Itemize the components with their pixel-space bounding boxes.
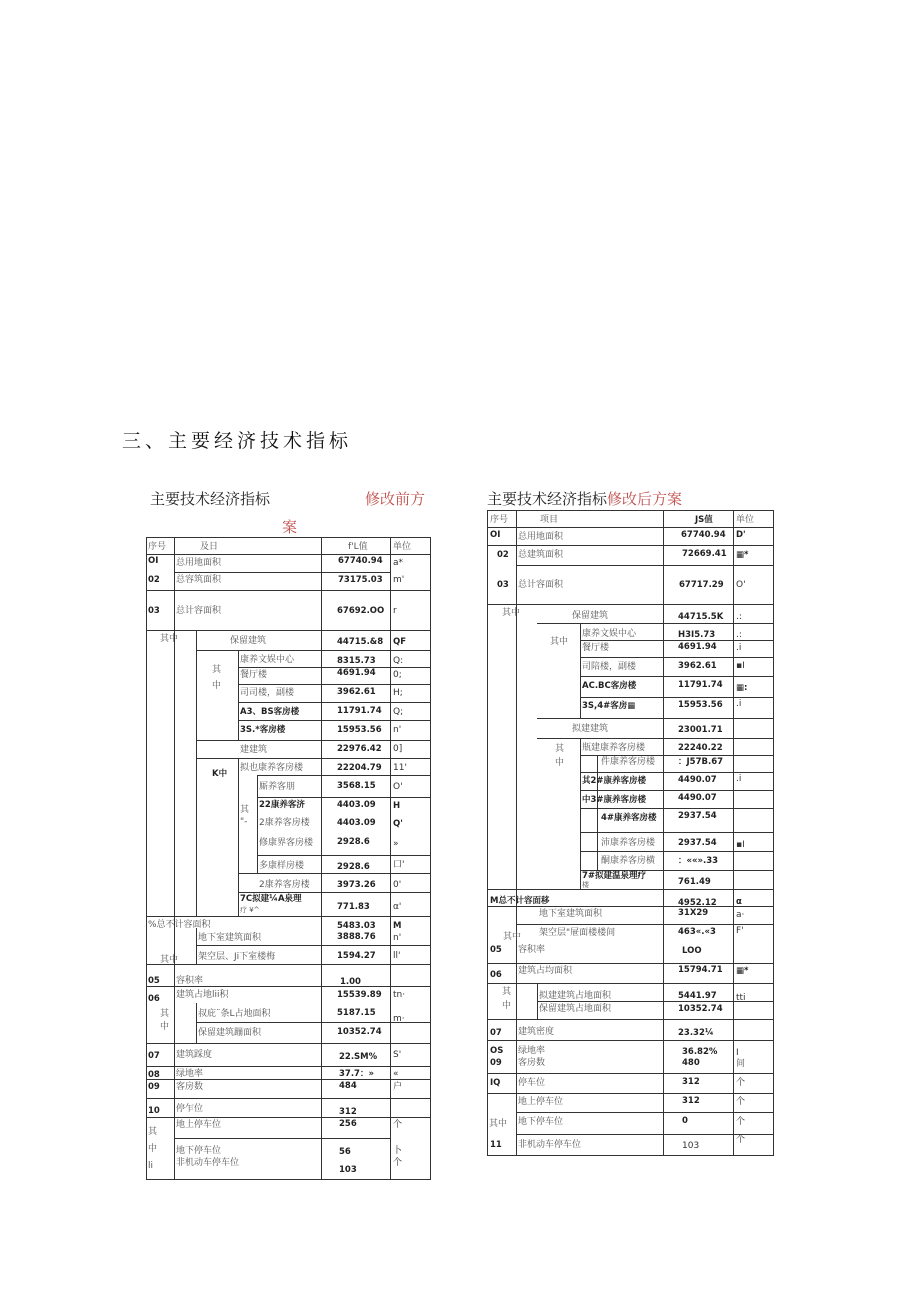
table-cell: 架空层"屉面楼楼间 (539, 928, 616, 938)
table-cell: 拟建建筑 (572, 724, 609, 734)
table-cell: 口' (393, 860, 405, 870)
table-cell: 03 (148, 606, 160, 616)
table-cell: 103 (682, 1141, 700, 1151)
table-cell: ▪I (736, 840, 745, 850)
table-cell: 总建筑面积 (518, 550, 564, 560)
table-cell: 停乍位 (176, 1104, 204, 1114)
after-header-no: 序号 (490, 515, 509, 525)
table-cell: 保留建筑 (230, 636, 267, 646)
table-cell: M总不计容面移 (490, 896, 550, 906)
table-cell: 22.SM% (339, 1052, 378, 1062)
table-cell: 2康养客房楼 (259, 818, 310, 828)
table-cell: α (736, 897, 742, 907)
table-cell: ：J57B.67 (678, 757, 724, 767)
table-cell: 2937.54 (678, 838, 717, 848)
table-cell: 其中 (212, 665, 222, 691)
table-cell: 67692.OO (337, 606, 385, 616)
table-cell: 11791.74 (337, 706, 382, 716)
table-cell: 餐厅楼 (240, 670, 268, 680)
table-cell: 4#康养客房楼 (601, 813, 657, 823)
table-cell: tn· (393, 990, 406, 1000)
table-cell: OI (490, 530, 501, 540)
table-cell: 总用地面积 (176, 558, 222, 568)
table-cell: 03 (497, 580, 509, 590)
table-cell: 保留建筑占地面积 (539, 1004, 612, 1014)
table-cell: 67740.94 (338, 556, 383, 566)
table-cell: 4952.12 (678, 898, 717, 908)
table-cell: 疗 ¥^ (240, 906, 260, 914)
table-cell: 楼 (582, 881, 589, 889)
table-cell: 叔庇¨条L占地面积 (198, 1009, 271, 1019)
table-cell: 1594.27 (337, 951, 376, 961)
table-cell: 总容筑面积 (176, 575, 222, 585)
table-cell: 7#拟建温泉理疗 (582, 871, 647, 881)
table-cell: ：««».33 (678, 856, 719, 866)
table-cell: 10 (148, 1106, 160, 1116)
table-cell: 拟也康养客房楼 (240, 763, 304, 773)
table-cell: 沛康养客房楼 (601, 838, 656, 848)
table-cell: 0' (393, 880, 402, 890)
table-cell: 其中 (160, 1009, 170, 1032)
table-cell: a* (393, 558, 404, 568)
table-cell: .i (736, 774, 742, 784)
table-cell: 480 (682, 1058, 700, 1068)
table-cell: 客房数 (176, 1082, 204, 1092)
table-cell: 地上停车位 (518, 1097, 564, 1107)
table-cell: 312 (339, 1107, 357, 1117)
table-cell: K中 (212, 769, 228, 779)
table-cell: » (393, 839, 399, 849)
table-cell: 2937.54 (678, 811, 717, 821)
table-cell: 康养文娱中心 (240, 655, 295, 665)
table-cell: 2928.6 (337, 837, 370, 847)
table-cell: 康养文娱中心 (582, 629, 637, 639)
table-cell: 修康界客房楼 (259, 838, 314, 848)
table-cell: O' (736, 580, 746, 590)
table-cell: 2康养客房楼 (259, 880, 310, 890)
table-cell: AC.BC客房楼 (582, 681, 637, 691)
table-cell: 地下停车位 (176, 1146, 222, 1156)
table-cell: 多康样房楼 (259, 861, 305, 871)
table-cell: 10352.74 (337, 1027, 382, 1037)
table-cell: %总不计容面积 (148, 920, 211, 930)
table-cell: 8315.73 (337, 656, 376, 666)
table-cell: 3S,4#客房▦ (582, 701, 636, 711)
table-cell: 其 (240, 805, 250, 815)
after-header-unit: 单位 (736, 515, 755, 525)
table-cell: 地下室建筑面积 (539, 909, 603, 919)
table-cell: Q; (393, 707, 404, 717)
table-cell: S' (393, 1050, 402, 1060)
table-cell: 其中 (550, 637, 569, 647)
table-cell: 保留建筑 (572, 611, 609, 621)
table-cell: ▪I (736, 661, 745, 671)
before-header-no: 序号 (148, 542, 167, 552)
table-cell: 建筑占地lii积 (176, 990, 229, 1000)
before-table-title-red-2: 案 (282, 518, 298, 536)
table-cell: 停车位 (518, 1078, 546, 1088)
table-cell: 67740.94 (681, 530, 726, 540)
table-cell: 其中 (502, 608, 521, 618)
table-cell: 地下停车位 (518, 1117, 564, 1127)
table-cell: 其中li (148, 1127, 158, 1171)
table-cell: 05 (148, 976, 160, 986)
table-cell: 23001.71 (678, 725, 723, 735)
table-cell: 07 (148, 1051, 160, 1061)
table-cell: 其中 (503, 932, 522, 942)
table-cell: 312 (682, 1096, 700, 1106)
table-cell: 个 (736, 1135, 746, 1145)
table-cell: tti (736, 993, 746, 1003)
after-table-title-red: 修改后方案 (607, 490, 683, 508)
table-cell: 瓶建康养客房楼 (582, 743, 646, 753)
after-table-title-main: 主要技术经济指标 (487, 490, 608, 508)
table-cell: 个 (393, 1120, 403, 1130)
table-cell: 建建筑 (240, 745, 268, 755)
table-cell: 761.49 (678, 877, 711, 887)
table-cell: O' (393, 782, 403, 792)
table-cell: A3、BS客房楼 (240, 707, 300, 717)
table-cell: 绿地率 (176, 1069, 204, 1079)
table-cell: 31X29 (678, 908, 709, 918)
table-cell: 22204.79 (337, 763, 382, 773)
table-cell: 酮康养客房横 (601, 856, 656, 866)
table-cell: IQ (490, 1078, 501, 1088)
table-cell: 个 (736, 1078, 746, 1088)
table-cell: 其中 (160, 634, 179, 644)
table-cell: 餐厅楼 (582, 643, 610, 653)
table-cell: 容积率 (518, 945, 546, 955)
table-cell: 5441.97 (678, 991, 717, 1001)
table-cell: M (393, 921, 402, 931)
table-cell: 个 (393, 1158, 403, 1168)
table-cell: 02 (148, 575, 160, 585)
table-cell: .i (736, 643, 742, 653)
table-cell: 02 (497, 550, 509, 560)
table-cell: 73175.03 (338, 575, 383, 585)
table-cell: ll' (393, 951, 401, 961)
table-cell: QF (393, 637, 407, 647)
table-cell: 3973.26 (337, 880, 376, 890)
table-cell: 484 (339, 1081, 357, 1091)
table-cell: 绿地率 (518, 1046, 546, 1056)
table-cell: D' (736, 530, 746, 540)
table-cell: 08 (148, 1070, 160, 1080)
table-cell: 4490.07 (678, 793, 717, 803)
before-header-value: f'L值 (348, 542, 368, 552)
table-cell: 44715.5K (678, 612, 724, 622)
table-cell: 保留建筑蹦面积 (198, 1028, 262, 1038)
table-cell: .: (736, 612, 742, 622)
table-cell: ▦* (736, 966, 749, 976)
table-cell: 其中 (555, 744, 565, 768)
table-cell: m· (393, 1014, 405, 1024)
table-cell: 总计容面积 (176, 606, 222, 616)
before-table-title-red: 修改前方 (365, 490, 426, 508)
table-cell: 07 (490, 1028, 502, 1038)
section-title: 三、主要经济技术指标 (122, 430, 353, 452)
table-cell: 72669.41 (682, 549, 727, 559)
table-cell: 间 (736, 1059, 746, 1069)
table-cell: 中3#康养客房楼 (582, 795, 647, 805)
table-cell: 5483.03 (337, 921, 376, 931)
table-cell: 4403.09 (337, 818, 376, 828)
table-cell: « (393, 1069, 399, 1079)
table-cell: n' (393, 933, 402, 943)
table-cell: 06 (148, 994, 160, 1004)
table-cell: 5187.15 (337, 1008, 376, 1018)
table-cell: 67717.29 (679, 580, 724, 590)
table-cell: 1.00 (340, 977, 361, 987)
table-cell: 22976.42 (337, 744, 382, 754)
table-cell: 司陪楼，副楼 (582, 662, 637, 672)
table-cell: 44715.&8 (337, 637, 384, 647)
table-cell: 总用地面积 (518, 532, 564, 542)
after-header-item: 项目 (540, 515, 559, 525)
table-cell: 3962.61 (337, 687, 376, 697)
table-cell: H; (393, 688, 403, 698)
table-cell: 22康养客济 (259, 800, 305, 810)
table-cell: 103 (339, 1165, 357, 1175)
table-cell: F' (736, 926, 744, 936)
table-cell: 7C拟建¼A泉理 (240, 894, 302, 904)
table-cell: 3888.76 (337, 932, 376, 942)
table-cell: H (393, 801, 401, 811)
table-cell: OS (490, 1046, 504, 1056)
table-cell: 3962.61 (678, 661, 717, 671)
table-cell: 4490.07 (678, 775, 717, 785)
table-cell: 10352.74 (678, 1004, 723, 1014)
table-cell: 非机动车停车位 (518, 1140, 582, 1150)
table-cell: 4691.94 (337, 668, 376, 678)
table-cell: 771.83 (337, 902, 370, 912)
table-cell: 个 (736, 1097, 746, 1107)
table-cell: 05 (490, 945, 502, 955)
table-cell: H3I5.73 (678, 630, 716, 640)
table-cell: 0 (682, 1116, 688, 1126)
table-cell: 37.7：» (339, 1069, 374, 1079)
table-cell: 架空层、Ji下室楼梅 (198, 952, 276, 962)
table-cell: 0] (393, 744, 403, 754)
table-cell: 2928.6 (337, 862, 370, 872)
table-cell: r (393, 606, 397, 616)
table-cell: .i (736, 699, 742, 709)
table-cell: 3S.*客房楼 (240, 725, 286, 735)
before-header-item: 及日 (200, 542, 219, 552)
table-cell: 11 (490, 1140, 502, 1150)
table-cell: "- (240, 817, 248, 827)
table-cell: Q' (393, 819, 403, 829)
table-cell: 15539.89 (337, 990, 382, 1000)
before-header-unit: 单位 (393, 542, 412, 552)
table-cell: 建筑密度 (518, 1027, 555, 1037)
table-cell: 其2#康养客房楼 (582, 776, 647, 786)
table-cell: 容积率 (176, 976, 204, 986)
table-cell: 个 (736, 1117, 746, 1127)
table-cell: .: (736, 630, 742, 640)
table-cell: 4691.94 (678, 642, 717, 652)
table-cell: 4403.09 (337, 800, 376, 810)
table-cell: 拟建建筑占地面积 (539, 991, 612, 1001)
table-cell: 56 (339, 1147, 351, 1157)
table-cell: 建筑占均面积 (518, 966, 573, 976)
table-cell: 15953.56 (678, 700, 723, 710)
table-cell: 非机动车停车位 (176, 1158, 240, 1168)
table-cell: 3568.15 (337, 781, 376, 791)
table-cell: ▦: (736, 683, 748, 693)
table-cell: Q: (393, 656, 404, 666)
table-cell: 22240.22 (678, 743, 723, 753)
table-cell: OI (148, 556, 159, 566)
table-cell: 11791.74 (678, 680, 723, 690)
table-cell: 卜 (393, 1146, 403, 1156)
table-cell: 312 (682, 1077, 700, 1087)
table-cell: a· (736, 910, 745, 920)
after-header-value: JS值 (695, 515, 713, 525)
table-cell: m' (393, 575, 405, 585)
table-cell: 司司楼，副楼 (240, 688, 295, 698)
table-cell: 15794.71 (678, 965, 723, 975)
table-cell: 户 (393, 1082, 403, 1092)
table-cell: 11' (393, 763, 407, 773)
table-cell: 09 (148, 1082, 160, 1092)
table-cell: 建筑踩度 (176, 1050, 213, 1060)
table-cell: 厮养客朋 (259, 782, 296, 792)
table-cell: I (736, 1048, 739, 1058)
table-cell: 其中 (502, 987, 512, 1011)
table-cell: 其中 (160, 955, 179, 965)
table-cell: 15953.56 (337, 725, 382, 735)
table-cell: 23.32¼ (678, 1028, 714, 1038)
table-cell: α' (393, 902, 402, 912)
table-cell: 地下室建筑面积 (198, 933, 262, 943)
table-cell: 总计容面积 (518, 580, 564, 590)
table-cell: 0; (393, 670, 402, 680)
table-cell: ▦* (736, 550, 749, 560)
table-cell: 09 (490, 1058, 502, 1068)
table-cell: 36.82% (682, 1047, 718, 1057)
before-table-title: 主要技术经济指标 (150, 490, 271, 508)
table-cell: 客房数 (518, 1058, 546, 1068)
table-cell: 其中 (489, 1119, 508, 1129)
table-cell: LOO (682, 946, 702, 956)
after-table-title (487, 488, 682, 509)
table-cell: 06 (490, 970, 502, 980)
table-cell: 件康养客房楼 (601, 757, 656, 767)
table-cell: 463«.«3 (678, 927, 716, 937)
table-cell: 地上停车位 (176, 1120, 222, 1130)
table-cell: n' (393, 725, 402, 735)
table-cell: 256 (339, 1119, 357, 1129)
